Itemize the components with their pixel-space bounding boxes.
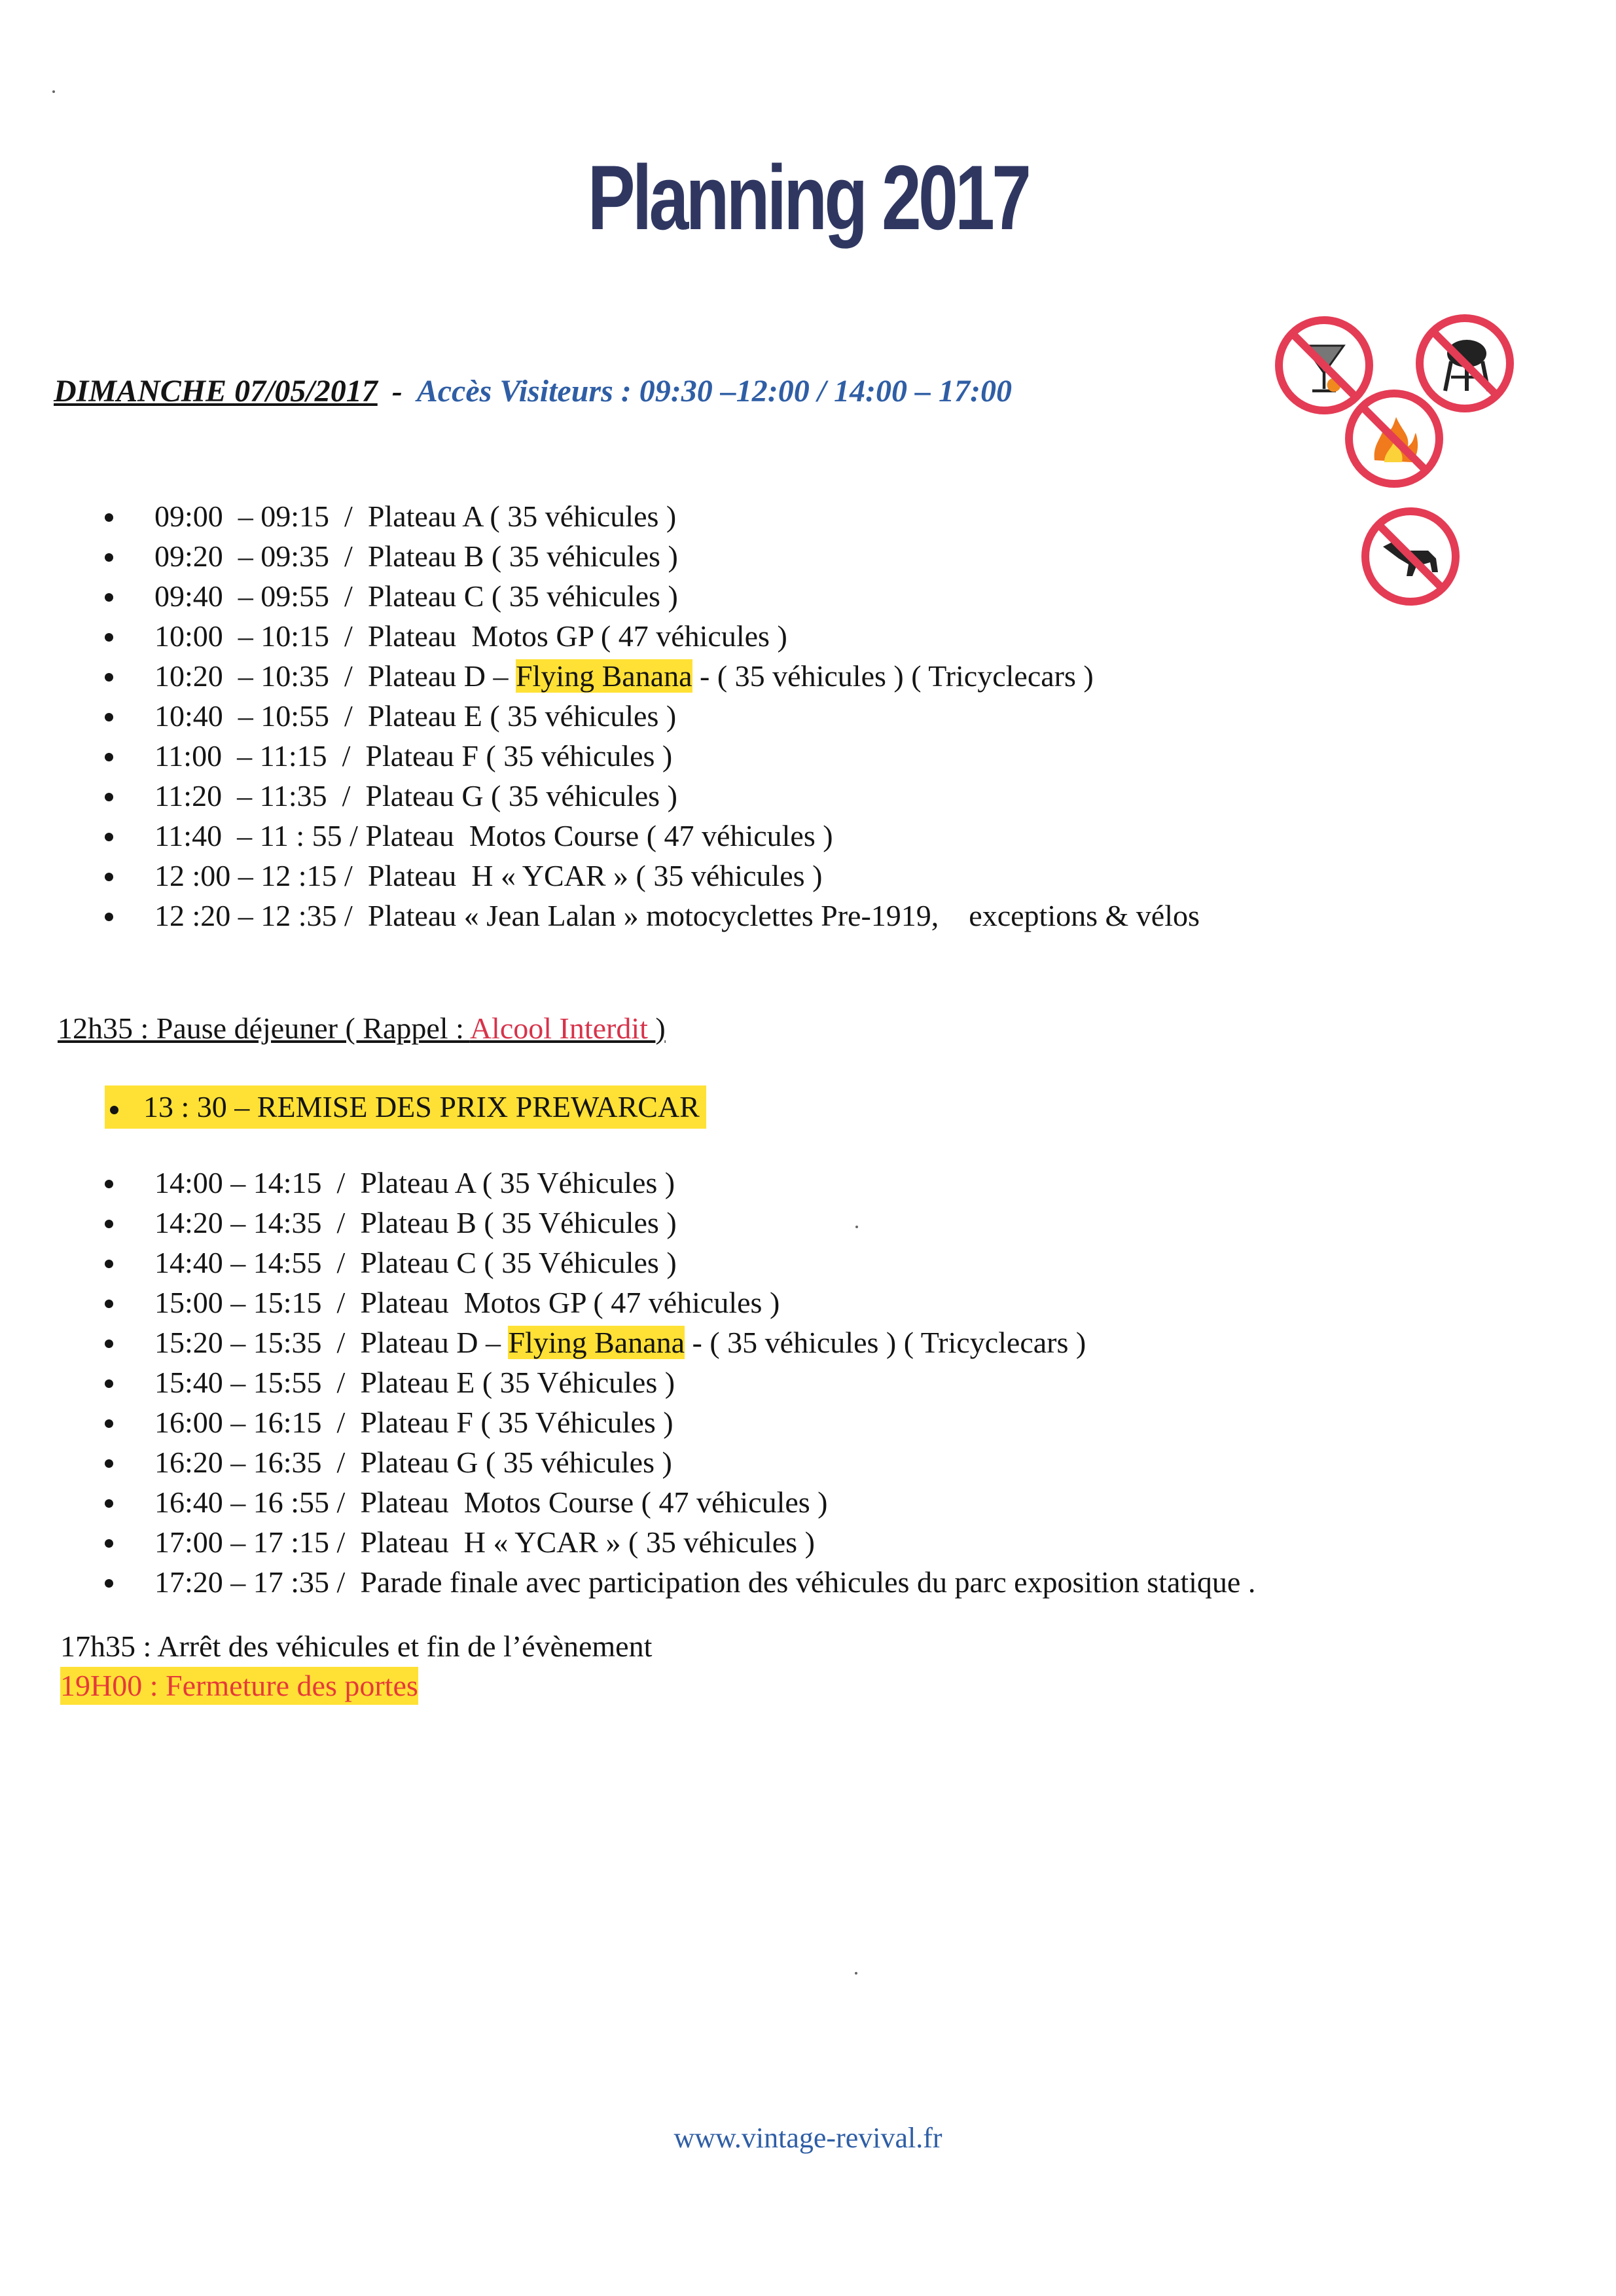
schedule-item [0, 576, 1200, 616]
schedule-item-text: 11:20 – 11:35 / Plateau G ( 35 véhicules ) [154, 779, 677, 812]
schedule-item-text: 12 :00 – 12 :15 / Plateau H « YCAR » ( 35 véhicules ) [154, 859, 823, 892]
bullet [105, 1220, 113, 1228]
schedule-item-text: 14:40 – 14:55 / Plateau C ( 35 Véhicules ) [154, 1246, 677, 1279]
schedule-item [0, 896, 1200, 936]
bullet [105, 753, 113, 761]
alcohol-warning: Alcool Interdit [469, 1011, 656, 1045]
schedule-item [0, 856, 1200, 896]
schedule-item-text: 11:00 – 11:15 / Plateau F ( 35 véhicules ) [154, 739, 673, 773]
schedule-item [0, 1522, 1255, 1562]
afternoon-schedule [0, 1163, 1255, 1602]
schedule-item-text: 16:20 – 16:35 / Plateau G ( 35 véhicules ) [154, 1446, 672, 1479]
highlighted-plateau: Flying Banana [515, 659, 692, 693]
schedule-item-text: 14:20 – 14:35 / Plateau B ( 35 Véhicules ) [154, 1206, 677, 1239]
bullet [105, 513, 113, 522]
schedule-item-text: 17:20 – 17 :35 / Parade finale avec participation des véhicules du parc exposition statique . [154, 1565, 1256, 1599]
schedule-item [0, 656, 1200, 696]
schedule-item [0, 536, 1200, 576]
bullet [105, 1419, 113, 1428]
schedule-item [0, 736, 1200, 776]
schedule-item-text: 10:40 – 10:55 / Plateau E ( 35 véhicules ) [154, 699, 677, 733]
schedule-item [0, 776, 1200, 816]
lunch-break-close: ) [655, 1011, 666, 1045]
end-of-event: 17h35 : Arrêt des véhicules et fin de l’évènement [60, 1630, 653, 1663]
schedule-item [0, 1562, 1255, 1602]
bullet [105, 873, 113, 881]
gates-closing: 19H00 : Fermeture des portes [60, 1667, 418, 1705]
website-link[interactable]: www.vintage-revival.fr [673, 2122, 943, 2154]
schedule-item [0, 1442, 1255, 1482]
schedule-item-text: 14:00 – 14:15 / Plateau A ( 35 Véhicules ) [154, 1166, 675, 1199]
lunch-break [58, 1011, 666, 1046]
bullet [105, 913, 113, 921]
schedule-item-text: 15:40 – 15:55 / Plateau E ( 35 Véhicules ) [154, 1366, 675, 1399]
day-header [54, 373, 1012, 409]
bullet [105, 633, 113, 642]
schedule-item [0, 616, 1200, 656]
schedule-item [0, 696, 1200, 736]
visitor-access-hours: Accès Visiteurs : 09:30 –12:00 / 14:00 – 17:00 [416, 374, 1013, 409]
schedule-item [0, 1243, 1255, 1283]
scan-speck [52, 90, 55, 93]
schedule-item-text: 17:00 – 17 :15 / Plateau H « YCAR » ( 35 véhicules ) [154, 1525, 815, 1559]
day-label: DIMANCHE 07/05/2017 [54, 374, 378, 409]
bullet [105, 1499, 113, 1508]
schedule-item [0, 1362, 1255, 1402]
bullet [105, 1379, 113, 1388]
bullet [105, 593, 113, 602]
bullet [105, 1260, 113, 1268]
bullet [105, 793, 113, 801]
schedule-item [0, 1203, 1255, 1243]
schedule-item [0, 1163, 1255, 1203]
lunch-break-text: 12h35 : Pause déjeuner ( Rappel : [58, 1011, 470, 1045]
bullet [105, 1300, 113, 1308]
schedule-item-text: 11:40 – 11 : 55 / Plateau Motos Course ( 47 véhicules ) [154, 819, 833, 852]
bullet [105, 1539, 113, 1548]
no-dog-icon [1361, 507, 1460, 606]
bullet [105, 673, 113, 682]
schedule-item-text: 15:00 – 15:15 / Plateau Motos GP ( 47 véhicules ) [154, 1286, 780, 1319]
schedule-item-text: 09:00 – 09:15 / Plateau A ( 35 véhicules ) [154, 500, 677, 533]
page-title: Planning 2017 [587, 146, 1029, 249]
no-fire-icon [1345, 390, 1443, 488]
highlighted-plateau: Flying Banana [508, 1326, 685, 1359]
schedule-item-text: 10:20 – 10:35 / Plateau D – [154, 659, 516, 693]
bullet [105, 713, 113, 721]
schedule-item [0, 1482, 1255, 1522]
schedule-item-text: 16:40 – 16 :55 / Plateau Motos Course ( 47 véhicules ) [154, 1485, 828, 1519]
prize-ceremony [105, 1085, 706, 1129]
bullet [105, 1180, 113, 1188]
schedule-item-text: - ( 35 véhicules ) ( Tricyclecars ) [685, 1326, 1086, 1359]
schedule-item [0, 816, 1200, 856]
schedule-item [0, 1402, 1255, 1442]
schedule-item [0, 496, 1200, 536]
day-separator: - [391, 374, 403, 409]
schedule-item [0, 1283, 1255, 1322]
schedule-item-text: 12 :20 – 12 :35 / Plateau « Jean Lalan » motocyclettes Pre-1919, exceptions & vélos [154, 899, 1200, 932]
schedule-item-text: 10:00 – 10:15 / Plateau Motos GP ( 47 véhicules ) [154, 619, 787, 653]
scan-speck [855, 1972, 857, 1975]
schedule-item-text: - ( 35 véhicules ) ( Tricyclecars ) [692, 659, 1094, 693]
schedule-item-text: 09:20 – 09:35 / Plateau B ( 35 véhicules ) [154, 539, 678, 573]
schedule-item-text: 09:40 – 09:55 / Plateau C ( 35 véhicules ) [154, 579, 678, 613]
schedule-item-text: 15:20 – 15:35 / Plateau D – [154, 1326, 509, 1359]
bullet [105, 1579, 113, 1588]
prize-ceremony-text: 13 : 30 – REMISE DES PRIX PREWARCAR [143, 1090, 700, 1123]
bullet [105, 1459, 113, 1468]
bullet [110, 1106, 118, 1114]
schedule-item-text: 16:00 – 16:15 / Plateau F ( 35 Véhicules ) [154, 1406, 673, 1439]
morning-schedule [0, 496, 1200, 936]
bullet [105, 1339, 113, 1348]
bullet [105, 553, 113, 562]
bullet [105, 833, 113, 841]
schedule-item [0, 1322, 1255, 1362]
